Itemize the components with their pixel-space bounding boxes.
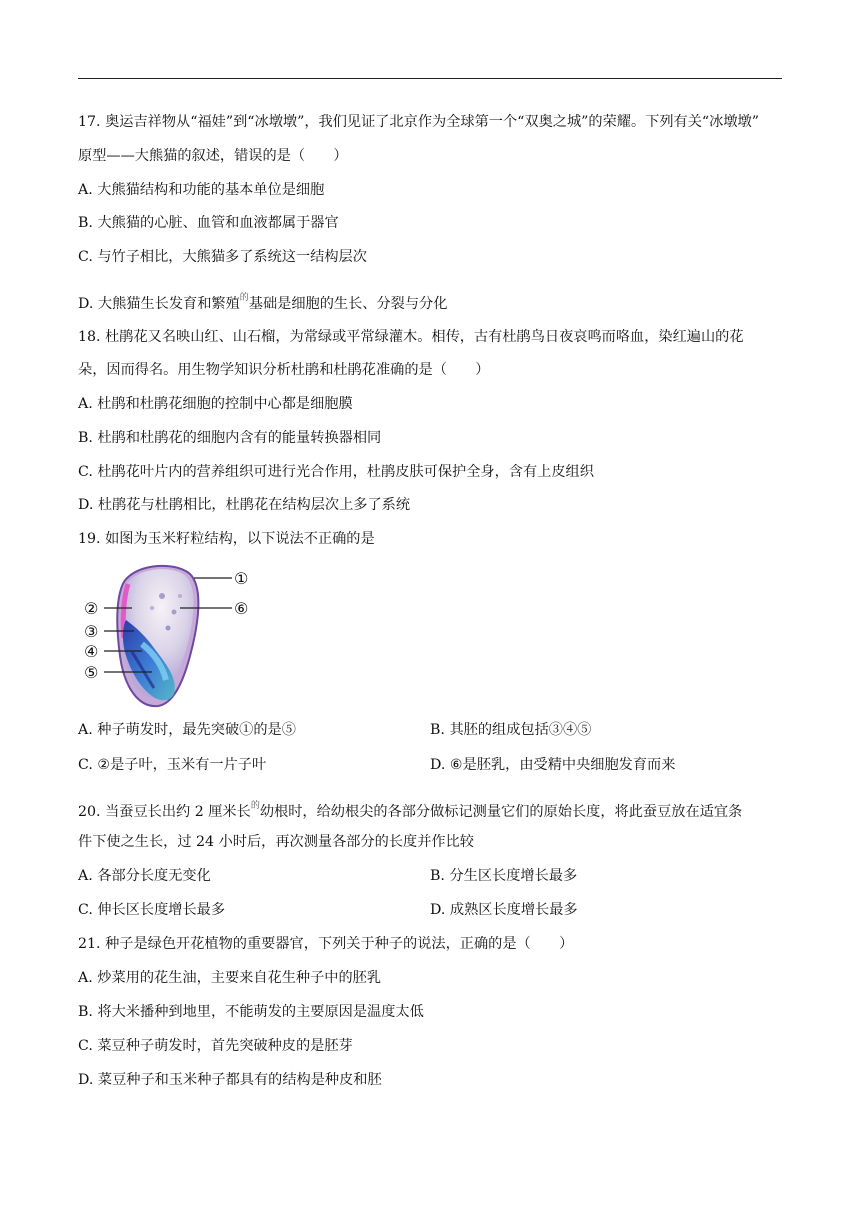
q21-option-d: D. 菜豆种子和玉米种子都具有的结构是种皮和胚 xyxy=(78,1072,382,1088)
q20-stem-line1 xyxy=(78,796,742,822)
q17-stem-line1: 17. 奥运吉祥物从“福娃”到“冰墩墩”，我们见证了北京作为全球第一个“双奥之城”的荣耀。下列有关“冰墩墩” xyxy=(78,114,759,130)
q20-stem-small: 的 xyxy=(250,801,260,811)
q18-stem-line2: 朵，因而得名。用生物学知识分析杜鹃和杜鹃花准确的是（ ） xyxy=(78,362,490,378)
q17-option-c: C. 与竹子相比，大熊猫多了系统这一结构层次 xyxy=(78,249,367,265)
q17-option-d-small: 的 xyxy=(239,293,249,303)
q20-option-d: D. 成熟区长度增长最多 xyxy=(430,902,578,918)
fig-label-5: ⑤ xyxy=(84,663,99,682)
fig-label-1: ① xyxy=(234,569,249,588)
q21-stem: 21. 种子是绿色开花植物的重要器官，下列关于种子的说法，正确的是（ ） xyxy=(78,936,574,952)
q20-option-a: A. 各部分长度无变化 xyxy=(78,868,211,884)
q18-stem-line1: 18. 杜鹃花又名映山红、山石榴，为常绿或平常绿灌木。相传，古有杜鹃鸟日夜哀鸣而咯血，染红遍山的花 xyxy=(78,329,744,345)
q17-option-b: B. 大熊猫的心脏、血管和血液都属于器官 xyxy=(78,215,339,231)
q18-option-c: C. 杜鹃花叶片内的营养组织可进行光合作用，杜鹃皮肤可保护全身，含有上皮组织 xyxy=(78,464,594,480)
fig-label-3: ③ xyxy=(84,622,99,641)
q20-option-b: B. 分生区长度增长最多 xyxy=(430,868,578,884)
q18-option-b: B. 杜鹃和杜鹃花的细胞内含有的能量转换器相同 xyxy=(78,430,382,446)
q20-stem-line2: 件下使之生长，过 24 小时后，再次测量各部分的长度并作比较 xyxy=(78,834,474,850)
q20-option-c: C. 伸长区长度增长最多 xyxy=(78,902,226,918)
q20-stem-post: 幼根时，给幼根尖的各部分做标记测量它们的原始长度，将此蚕豆放在适宜条 xyxy=(259,804,743,820)
fig-label-2: ② xyxy=(84,599,99,618)
q17-option-d-post: 基础是细胞的生长、分裂与分化 xyxy=(248,296,448,312)
q19-option-b: B. 其胚的组成包括③④⑤ xyxy=(430,722,592,738)
q20-stem-pre: 20. 当蚕豆长出约 2 厘米长 xyxy=(78,804,251,820)
q19-stem: 19. 如图为玉米籽粒结构，以下说法不正确的是 xyxy=(78,531,375,547)
q21-option-b: B. 将大米播种到地里，不能萌发的主要原因是温度太低 xyxy=(78,1004,424,1020)
fig-label-6: ⑥ xyxy=(234,599,249,618)
q21-option-c: C. 菜豆种子萌发时，首先突破种皮的是胚芽 xyxy=(78,1038,353,1054)
fig-label-4: ④ xyxy=(84,642,99,661)
q17-option-d xyxy=(78,288,447,314)
q19-option-c: C. ②是子叶，玉米有一片子叶 xyxy=(78,757,267,773)
corn-kernel-figure xyxy=(82,556,260,710)
q19-option-d: D. ⑥是胚乳，由受精中央细胞发育而来 xyxy=(430,757,676,773)
q17-option-d-pre: D. 大熊猫生长发育和繁殖 xyxy=(78,296,240,312)
header-rule xyxy=(78,78,782,79)
q17-stem-line2: 原型——大熊猫的叙述，错误的是（ ） xyxy=(78,148,348,164)
q19-option-a: A. 种子萌发时，最先突破①的是⑤ xyxy=(78,722,296,738)
q18-option-a: A. 杜鹃和杜鹃花细胞的控制中心都是细胞膜 xyxy=(78,396,353,412)
q17-option-a: A. 大熊猫结构和功能的基本单位是细胞 xyxy=(78,182,325,198)
q21-option-a: A. 炒菜用的花生油，主要来自花生种子中的胚乳 xyxy=(78,970,382,986)
q18-option-d: D. 杜鹃花与杜鹃相比，杜鹃花在结构层次上多了系统 xyxy=(78,497,411,513)
